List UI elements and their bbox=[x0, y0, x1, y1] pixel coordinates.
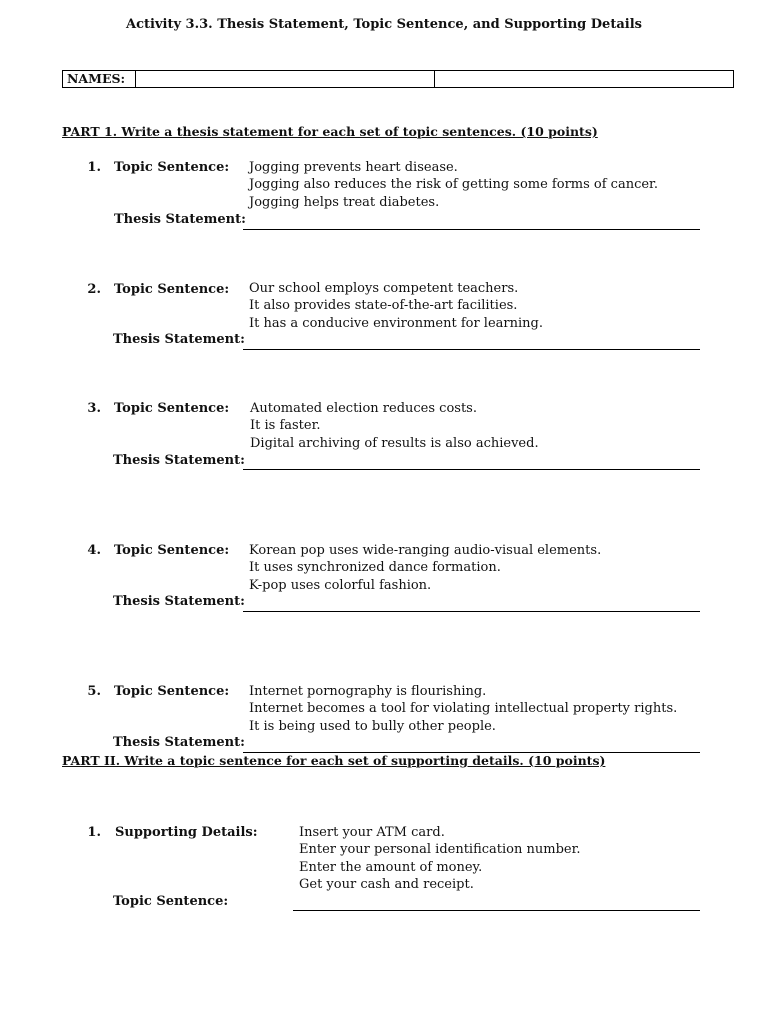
topic-sentence: Jogging also reduces the risk of getting some forms of cancer. bbox=[249, 177, 658, 193]
supporting-detail: Get your cash and receipt. bbox=[299, 876, 474, 892]
supporting-detail: Enter your personal identification number. bbox=[299, 842, 581, 858]
supporting-detail: Enter the amount of money. bbox=[299, 859, 483, 875]
supporting-details-label: Supporting Details: bbox=[115, 825, 258, 840]
names-table bbox=[62, 70, 734, 88]
topic-sentences bbox=[249, 683, 677, 735]
topic-sentence: K-pop uses colorful fashion. bbox=[249, 577, 432, 593]
thesis-answer-line[interactable] bbox=[243, 469, 700, 470]
page-title: Activity 3.3. Thesis Statement, Topic Sentence, and Supporting Details bbox=[126, 17, 642, 32]
topic-sentence: Jogging prevents heart disease. bbox=[249, 160, 458, 175]
topic-sentence: Internet pornography is flourishing. bbox=[249, 684, 487, 699]
topic-sentence: It also provides state-of-the-art facilities. bbox=[249, 298, 518, 314]
thesis-statement-label: Thesis Statement: bbox=[113, 453, 245, 468]
thesis-answer-line[interactable] bbox=[243, 229, 700, 230]
topic-sentence-label: Topic Sentence: bbox=[113, 894, 229, 909]
topic-sentence: Digital archiving of results is also achieved. bbox=[250, 435, 539, 451]
thesis-statement-label: Thesis Statement: bbox=[113, 332, 245, 347]
thesis-statement-label: Thesis Statement: bbox=[113, 594, 245, 609]
topic-sentences bbox=[249, 280, 543, 332]
thesis-answer-line[interactable] bbox=[243, 611, 700, 612]
topic-sentence: Our school employs competent teachers. bbox=[249, 281, 519, 296]
supporting-detail: Insert your ATM card. bbox=[299, 825, 445, 840]
topic-sentence: It uses synchronized dance formation. bbox=[249, 560, 501, 576]
thesis-statement-label: Thesis Statement: bbox=[114, 212, 246, 227]
supporting-details bbox=[299, 824, 581, 893]
part2-heading: PART II. Write a topic sentence for each set of supporting details. (10 points) bbox=[62, 753, 606, 768]
thesis-answer-line[interactable] bbox=[243, 349, 700, 350]
topic-sentence: It has a conducive environment for learning. bbox=[249, 315, 543, 331]
topic-sentence-label: Topic Sentence: bbox=[114, 160, 230, 175]
topic-sentence-label: Topic Sentence: bbox=[114, 401, 230, 416]
topic-sentence: Jogging helps treat diabetes. bbox=[249, 194, 440, 210]
item-number: 1. bbox=[87, 160, 101, 175]
item-number: 3. bbox=[87, 401, 101, 416]
topic-sentence-label: Topic Sentence: bbox=[114, 282, 230, 297]
topic-sentences bbox=[250, 400, 539, 452]
topic-sentence: Internet becomes a tool for violating intellectual property rights. bbox=[249, 701, 678, 717]
names-label: NAMES: bbox=[63, 71, 136, 87]
part1-heading: PART 1. Write a thesis statement for each set of topic sentences. (10 points) bbox=[62, 124, 598, 139]
topic-sentence-label: Topic Sentence: bbox=[114, 684, 230, 699]
topic-sentence: It is faster. bbox=[250, 418, 321, 434]
topic-sentence-label: Topic Sentence: bbox=[114, 543, 230, 558]
topic-sentence: Automated election reduces costs. bbox=[250, 401, 477, 416]
topic-sentence: It is being used to bully other people. bbox=[249, 718, 496, 734]
item-number: 5. bbox=[87, 684, 101, 699]
item-number: 2. bbox=[87, 282, 101, 297]
topic-sentences bbox=[249, 542, 601, 594]
names-field-2[interactable] bbox=[435, 71, 733, 87]
topic-sentence: Korean pop uses wide-ranging audio-visual elements. bbox=[249, 543, 602, 558]
topic-sentences bbox=[249, 159, 658, 211]
thesis-statement-label: Thesis Statement: bbox=[113, 735, 245, 750]
names-field-1[interactable] bbox=[136, 71, 435, 87]
topic-answer-line[interactable] bbox=[293, 910, 700, 911]
item-number: 4. bbox=[87, 543, 101, 558]
item-number: 1. bbox=[87, 825, 101, 840]
